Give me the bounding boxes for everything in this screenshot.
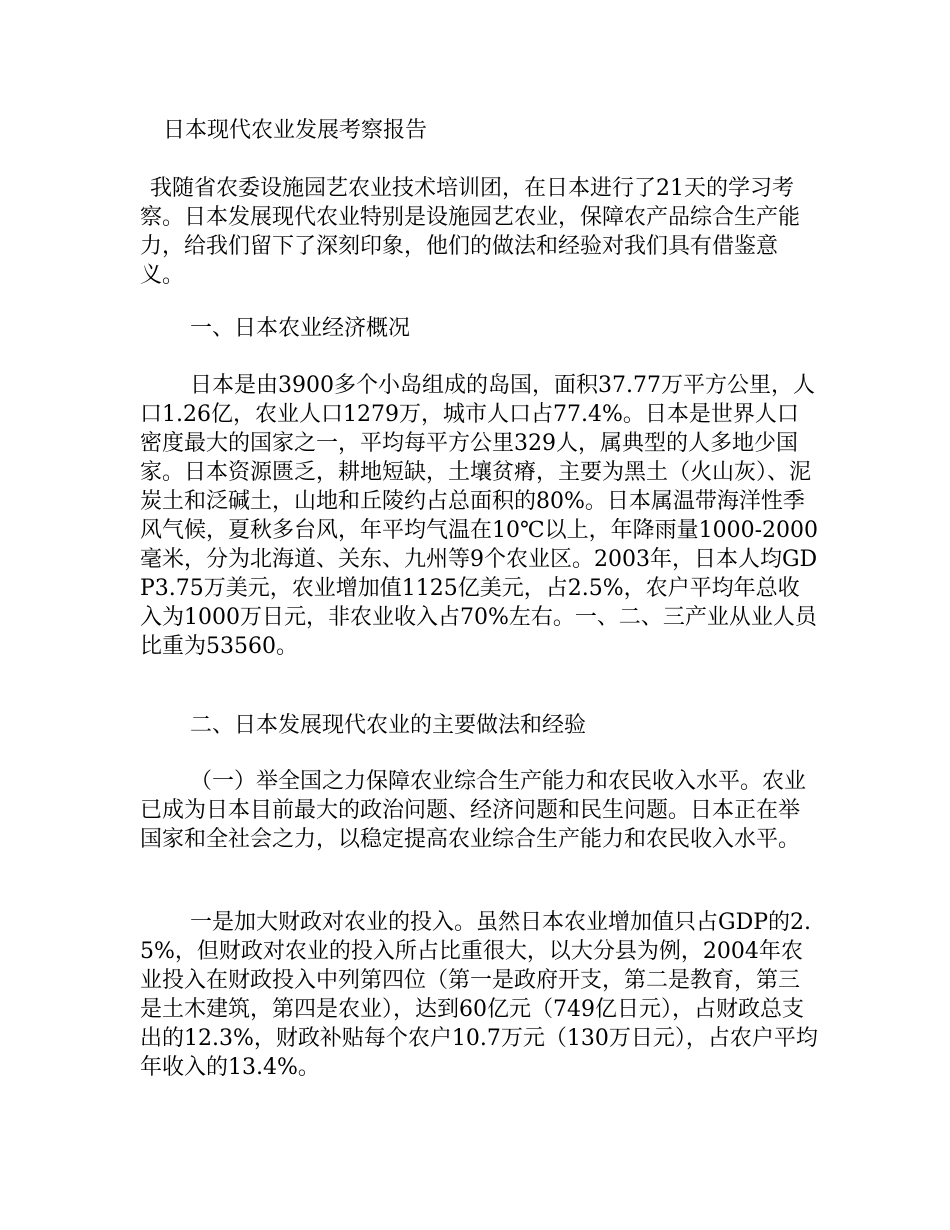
section-1-paragraph: 日本是由3900多个小岛组成的岛国，面积37.77万平方公里，人口1.26亿，农业人口1279万，城市人口占77.4%。日本是世界人口密度最大的国家之一，平均每平方公里329人，属典型的人多地少国家。日本资源匮乏，耕地短缺，土壤贫瘠，主要为黑土（火山灰）、泥炭土和泛碱土，山地和丘陵约占总面积的80%。日本属温带海洋性季风气候，夏秋多台风，年平均气温在10℃以上，年降雨量1000-2000毫米，分为北海道、关东、九州等9个农业区。2003年，日本人均GDP3.75万美元，农业增加值1125亿美元，占2.5%，农户平均年总收入为1000万日元，非农业收入占70%左右。一、二、三产业从业人员比重为53560。 xyxy=(140,373,819,659)
section-1-heading: 一、日本农业经济概况 xyxy=(190,316,411,341)
document-title: 日本现代农业发展考察报告 xyxy=(163,118,428,143)
intro-paragraph: 我随省农委设施园艺农业技术培训团，在日本进行了21天的学习考察。日本发展现代农业特别是设施园艺农业，保障农产品综合生产能力，给我们留下了深刻印象，他们的做法和经验对我们具有借鉴意义。 xyxy=(140,176,801,288)
section-2-point-1: 一是加大财政对农业的投入。虽然日本农业增加值只占GDP的2.5%，但财政对农业的投入所占比重很大，以大分县为例，2004年农业投入在财政投入中列第四位（第一是政府开支，第二是教育，第三是土木建筑，第四是农业），达到60亿元（749亿日元），占财政总支出的12.3%，财政补贴每个农户10.7万元（130万日元），占农户平均年收入的13.4%。 xyxy=(140,910,818,1080)
section-2-heading: 二、日本发展现代农业的主要做法和经验 xyxy=(190,713,587,738)
section-2-subsection-1: （一）举全国之力保障农业综合生产能力和农民收入水平。农业已成为日本目前最大的政治问题、经济问题和民生问题。日本正在举国家和全社会之力，以稳定提高农业综合生产能力和农民收入水平。 xyxy=(140,769,807,852)
